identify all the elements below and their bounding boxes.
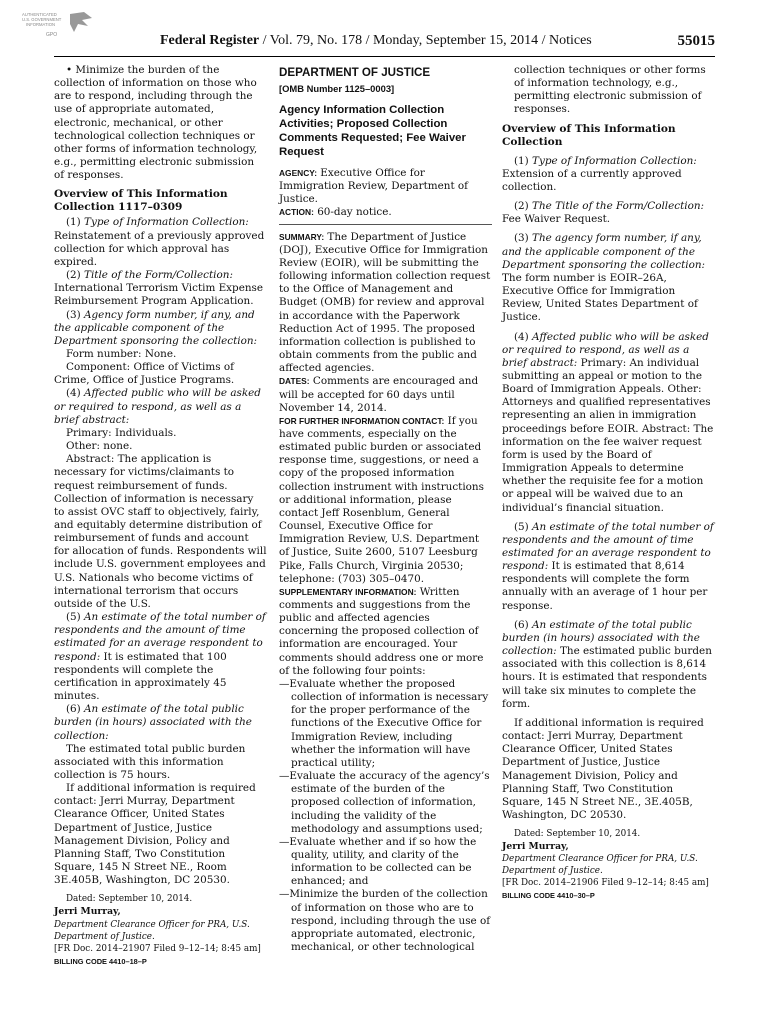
dated-line: Dated: September 10, 2014. <box>66 894 193 905</box>
omb-number: [OMB Number 1125–0003] <box>279 83 395 94</box>
item-3: (3) Agency form number, if any, and the applicable component of the Department sponsoring the collection: <box>54 308 258 347</box>
point-4: —Minimize the burden of the collection of information on those who are to respond, including through the use of appropriate automated, electronic, mechanical, or other technological <box>279 888 491 954</box>
department-heading: DEPARTMENT OF JUSTICE <box>279 66 431 79</box>
logo-line-4: GPO <box>46 32 58 38</box>
header-title <box>160 33 592 49</box>
item-4: (4) Affected public who will be asked or required to respond, as well as a brief abstract: <box>54 387 261 426</box>
item-2: (2) The Title of the Form/Collection: Fee Waiver Request. <box>502 200 705 226</box>
item-6: (6) An estimate of the total public burden (in hours) associated with the collection: <box>54 703 252 742</box>
item-1: (1) Type of Information Collection: Reinstatement of a previously approved collection for which approval has expired. <box>54 216 265 268</box>
point-2: —Evaluate the accuracy of the agency’s estimate of the burden of the proposed collection of information, including the validity of the methodology and assumptions used; <box>279 770 490 835</box>
issue-details: / Vol. 79, No. 178 / Monday, September 15, 2014 / Notices <box>259 33 592 48</box>
page-header <box>160 33 715 51</box>
logo-line-2: U.S. GOVERNMENT <box>22 17 62 22</box>
publication-name: Federal Register <box>160 33 260 48</box>
document-title: Agency Information Collection Activities; Proposed Collection Comments Requested; Fee Waiver Request <box>279 104 466 158</box>
column-3 <box>502 64 715 902</box>
overview-heading: Overview of This Information Collection <box>502 122 676 148</box>
header-rule <box>54 56 715 57</box>
section-rule <box>279 224 492 225</box>
billing-code: BILLING CODE 4410–18–P <box>54 956 147 966</box>
item-6: (6) An estimate of the total public burden (in hours) associated with the collection: The estimated public burden associated with this collection is 8,614 hours. It is estimated that respondents will take six minutes to complete the form. <box>502 618 712 710</box>
item-5: (5) An estimate of the total number of respondents and the amount of time estimated for an average respondent to respond: It is estimated that 8,614 respondents will complete the form annually with an average of 1 hour per response. <box>502 520 714 612</box>
dated-line: Dated: September 10, 2014. <box>514 829 641 840</box>
item-4-abstract: Abstract: The application is necessary for victims/claimants to request reimbursement of funds. Collection of information is necessary to assist OVC staff to objectively, fairly, and equitably determine distribution of reimbursement of funds and account for allocation of funds. Respondents will include U.S. government employees and U.S. Nationals who become victims of international terrorism that occurs outside of the U.S. <box>54 453 267 610</box>
item-6-text: The estimated total public burden associated with this information collection is 75 hours. <box>54 742 246 781</box>
column-2 <box>279 64 492 954</box>
column-1 <box>54 64 267 968</box>
point-3: —Evaluate whether and if so how the quality, utility, and clarity of the information to be collected can be enhanced; and <box>279 835 477 888</box>
item-5: (5) An estimate of the total number of respondents and the amount of time estimated for an average respondent to respond: It is estimated that 100 respondents will complete the certification in approximately 45 minutes. <box>54 611 266 703</box>
agency-line: AGENCY: Executive Office for Immigration Review, Department of Justice. <box>279 167 469 206</box>
item-3-component: Component: Office of Victims of Crime, Office of Justice Programs. <box>54 361 235 387</box>
signer-name: Jerri Murray, <box>54 906 121 918</box>
gpo-authenticated-logo <box>22 10 104 40</box>
bullet-item: • Minimize the burden of the collection of information on those who are to respond, including through the use of appropriate automated, electronic, mechanical, or other technological collection techniques or other forms of information technology, e.g., permitting electronic submission of responses. <box>54 64 258 182</box>
further-info-paragraph: FOR FURTHER INFORMATION CONTACT: If you have comments, especially on the estimated public burden or associated response time, suggestions, or need a copy of the proposed information collection instrument with instructions or additional information, please contact Jeff Rosenblum, General Counsel, Executive Office for Immigration Review, U.S. Department of Justice, Suite 2600, 5107 Leesburg Pike, Falls Church, Virginia 20530; telephone: (703) 305–0470. <box>279 414 484 585</box>
signer-title: Department Clearance Officer for PRA, U.S. Department of Justice. <box>502 854 698 877</box>
page-number: 55015 <box>677 33 715 49</box>
supplementary-paragraph: SUPPLEMENTARY INFORMATION: Written comments and suggestions from the public and affected agencies concerning the proposed collection of information are encouraged. Your comments should address one or more of the following four points: <box>279 585 484 677</box>
billing-code: BILLING CODE 4410–30–P <box>502 891 595 901</box>
dates-paragraph: DATES: Comments are encouraged and will be accepted for 60 days until November 14, 2014. <box>279 375 479 414</box>
item-2: (2) Title of the Form/Collection: International Terrorism Victim Expense Reimbursement Program Application. <box>54 269 264 308</box>
item-4-other: Other: none. <box>66 440 133 453</box>
item-4-primary: Primary: Individuals. <box>66 426 177 439</box>
overview-heading: Overview of This Information Collection 1117–0309 <box>54 188 228 214</box>
signer-title: Department Clearance Officer for PRA, U.S. Department of Justice. <box>54 919 250 942</box>
contact-paragraph: If additional information is required contact: Jerri Murray, Department Clearance Officer, United States Department of Justice, Justice Management Division, Policy and Planning Staff, Two Constitution Square, 145 N Street NE., Room 3E.405B, Washington, DC 20530. <box>54 782 256 887</box>
action-line: ACTION: 60-day notice. <box>279 206 392 219</box>
logo-line-1: AUTHENTICATED <box>22 12 57 17</box>
continued-text: collection techniques or other forms of information technology, e.g., permitting electronic submission of responses. <box>514 64 706 116</box>
contact-paragraph: If additional information is required contact: Jerri Murray, Department Clearance Officer, United States Department of Justice, Justice Management Division, Policy and Planning Staff, Two Constitution Square, 145 N Street NE., 3E.405B, Washington, DC 20530. <box>502 716 704 821</box>
logo-line-3: INFORMATION <box>26 22 55 27</box>
summary-paragraph: SUMMARY: The Department of Justice (DOJ), Executive Office for Immigration Review (EOIR), will be submitting the following information collection request to the Office of Management and Budget (OMB) for review and approval in accordance with the Paperwork Reduction Act of 1995. The proposed information collection is published to obtain comments from the public and affected agencies. <box>279 230 491 375</box>
item-4: (4) Affected public who will be asked or required to respond, as well as a brief abstract: Primary: An individual submitting an appeal or motion to the Board of Immigration Appeals. Other: Attorneys and qualified representatives representing an alien in immigration proceedings before EOIR. Abstract: The information on the fee waiver request form is used by the Board of Immigration Appeals to determine whether the requisite fee for a motion or appeal will be waived due to an individual’s financial situation. <box>502 330 714 514</box>
item-3-form: Form number: None. <box>66 347 177 360</box>
signer-name: Jerri Murray, <box>502 841 569 853</box>
item-1: (1) Type of Information Collection: Extension of a currently approved collection. <box>502 154 697 193</box>
gpo-eagle-icon <box>22 10 104 40</box>
item-3: (3) The agency form number, if any, and the applicable component of the Department sponsoring the collection: The form number is EOIR–26A, Executive Office for Immigration Review, United States Department of Justice. <box>502 232 706 324</box>
point-1: —Evaluate whether the proposed collection of information is necessary for the proper performance of the functions of the Executive Office for Immigration Review, including whether the information will have practical utility; <box>279 677 489 769</box>
fr-doc-line: [FR Doc. 2014–21906 Filed 9–12–14; 8:45 am] <box>502 878 709 889</box>
fr-doc-line: [FR Doc. 2014–21907 Filed 9–12–14; 8:45 am] <box>54 943 261 954</box>
